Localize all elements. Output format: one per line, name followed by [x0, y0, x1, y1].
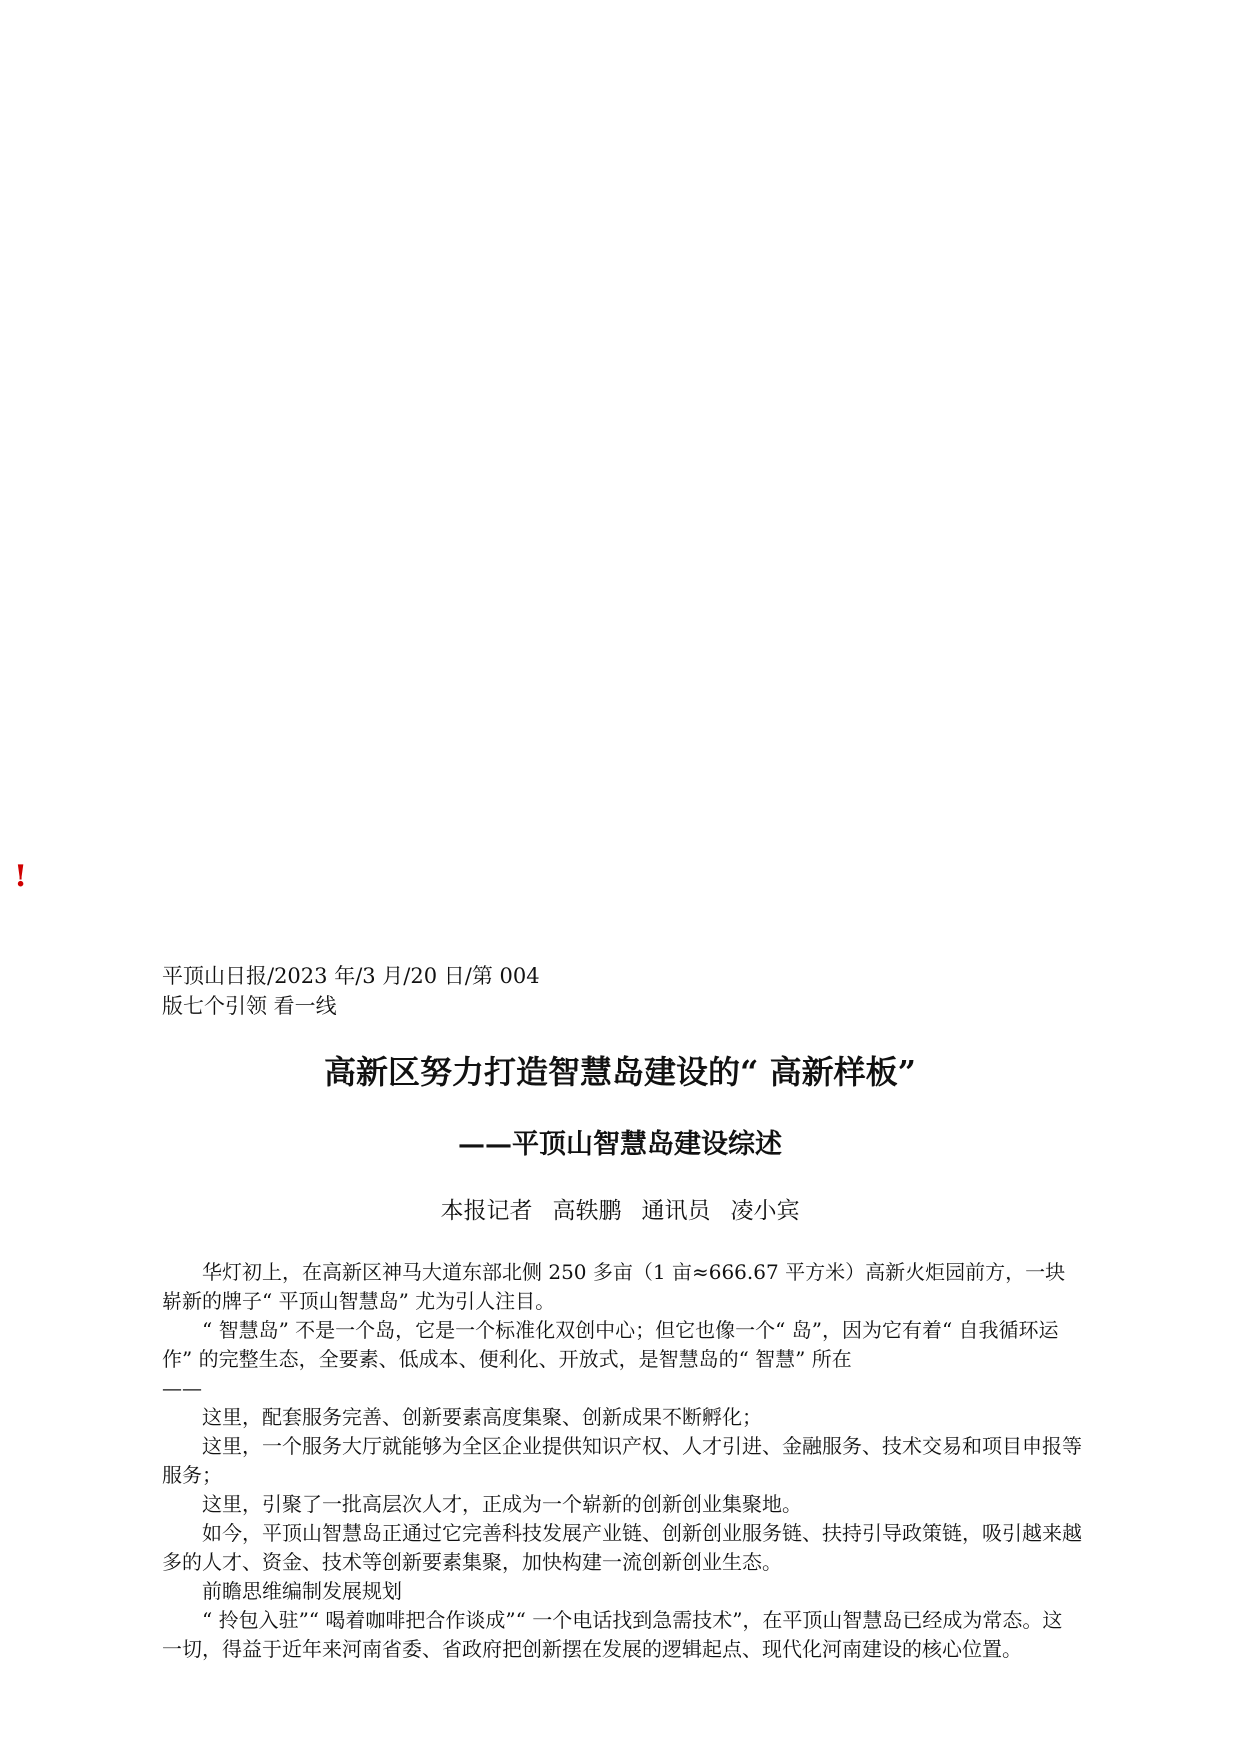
paragraph: 华灯初上，在高新区神马大道东部北侧 250 多亩（1 亩≈666.67 平方米）高新火炬园前方，一块崭新的牌子“ 平顶山智慧岛” 尤为引人注目。 [162, 1260, 1066, 1313]
correspondent-label: 通讯员 [641, 1198, 711, 1224]
paragraph-dash: —— [162, 1376, 202, 1400]
paragraph: “ 拎包入驻”“ 喝着咖啡把合作谈成”“ 一个电话找到急需技术”，在平顶山智慧岛已经成为常态。这一切，得益于近年来河南省委、省政府把创新摆在发展的逻辑起点、现代化河南建设的核心位置。 [162, 1608, 1063, 1661]
source-line-1: 平顶山日报/2023 年/3 月/20 日/第 004 [162, 964, 540, 988]
byline [0, 1195, 1240, 1227]
correspondent-name: 凌小宾 [730, 1198, 800, 1224]
source-line [162, 961, 582, 1021]
article-subtitle: ——平顶山智慧岛建设综述 [458, 1129, 782, 1160]
reporter-name: 高轶鹏 [552, 1198, 622, 1224]
section-heading: 前瞻思维编制发展规划 [202, 1579, 402, 1603]
paragraph: 这里，引聚了一批高层次人才，正成为一个崭新的创新创业集聚地。 [202, 1492, 802, 1516]
article-title: 高新区努力打造智慧岛建设的“ 高新样板” [324, 1053, 916, 1091]
paragraph: 如今，平顶山智慧岛正通过它完善科技发展产业链、创新创业服务链、扶持引导政策链，吸引越来越多的人才、资金、技术等创新要素集聚，加快构建一流创新创业生态。 [162, 1521, 1082, 1574]
paragraph: 这里，一个服务大厅就能够为全区企业提供知识产权、人才引进、金融服务、技术交易和项目申报等服务； [162, 1434, 1082, 1487]
paragraph: 这里，配套服务完善、创新要素高度集聚、创新成果不断孵化； [202, 1405, 762, 1429]
article-body [162, 1258, 1082, 1664]
paragraph: “ 智慧岛” 不是一个岛，它是一个标准化双创中心；但它也像一个“ 岛”，因为它有着“ 自我循环运作” 的完整生态，全要素、低成本、便利化、开放式，是智慧岛的“ 智慧” 所在 [162, 1318, 1059, 1371]
warning-mark: ! [14, 859, 28, 894]
source-line-2: 版七个引领 看一线 [162, 994, 337, 1018]
reporter-label: 本报记者 [440, 1198, 533, 1224]
